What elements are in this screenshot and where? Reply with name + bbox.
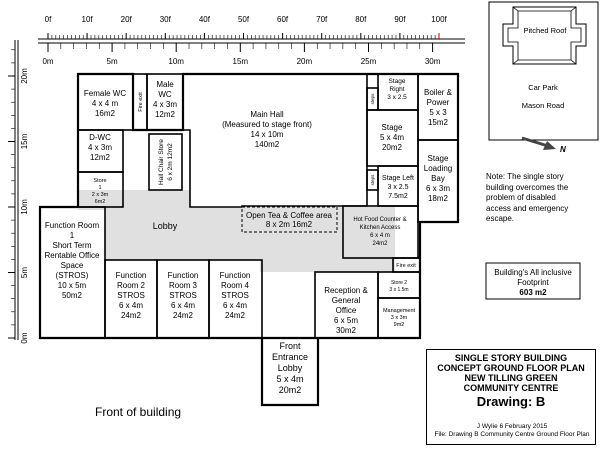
scale-metre-label: 20m (296, 57, 313, 66)
room-label-line: (STROS) (55, 271, 89, 280)
room-label-line: Hot Food Counter & (353, 217, 407, 223)
scale-feet-label: 100f (431, 15, 447, 24)
room-label-line: Reception & (324, 286, 368, 295)
room-label-line: 6 x 4 m (370, 233, 390, 239)
reception-label (324, 286, 368, 335)
scale-vertical-label: 20m (20, 68, 29, 84)
room-label-line: 3 x 1.5m (389, 287, 409, 293)
room-label-line: Female WC (83, 89, 127, 98)
room-label-line: 4 x 3m (87, 143, 113, 152)
scale-feet-label: 80f (355, 15, 367, 24)
room-label-line: Stage (381, 123, 403, 132)
function-3-label (168, 271, 199, 320)
room-label-line: 8 x 2m 16m2 (265, 220, 313, 229)
room-label-line: 6 x 4m (170, 301, 196, 310)
scale-feet-label: 10f (81, 15, 93, 24)
note-line: Note: The single story (486, 172, 564, 181)
note-line: problem of disabled (486, 193, 556, 202)
scale-vertical-label: 15m (20, 133, 29, 150)
room-label-line: 3 x 2.5 (387, 94, 407, 101)
room-label-line: 14 x 10m (250, 130, 284, 139)
room-label-line: 24m2 (224, 311, 246, 320)
scale-metre-label: 5m (106, 57, 118, 66)
file-line: File: Drawing B Community Centre Ground Floor Plan (434, 431, 590, 438)
room-label-line: 30m2 (335, 326, 357, 335)
boiler-label (424, 88, 453, 127)
scale-metre-label: 15m (232, 57, 249, 66)
room-label-line: 24m2 (120, 311, 142, 320)
room-label-line: 12m2 (89, 153, 111, 162)
steps-label: steps (370, 174, 375, 186)
fire-exit-label: Fire exit (396, 263, 416, 269)
room-label-line: General (331, 296, 361, 305)
room-label-line: Stage Left (382, 175, 414, 182)
room-label-line: 3 x 3m (390, 315, 408, 321)
room-label-line: 6 x 3m (425, 184, 451, 193)
d-wc-label (88, 133, 112, 162)
scale-feet-label: 0f (44, 15, 52, 24)
author-line: J Wylie 6 February 2015 (476, 423, 548, 430)
title-line: CONCEPT GROUND FLOOR PLAN (437, 363, 585, 373)
room-label-line: 6 x 4m (222, 301, 248, 310)
stage-right-label (387, 78, 407, 101)
store-2-label (389, 280, 408, 293)
room-label-line: STROS (169, 291, 197, 300)
room-label-line: 16m2 (94, 109, 116, 118)
scale-vertical-label: 0m (20, 332, 29, 344)
room-label-line: Function (115, 271, 147, 280)
room-label-line: Stage (388, 78, 406, 85)
room-label-line: Rentable Office (44, 251, 100, 260)
room-label-line: 24m2 (372, 241, 388, 247)
room-label-line: Function (219, 271, 251, 280)
mason-road-label: Mason Road (521, 101, 565, 110)
scale-feet-label: 70f (316, 15, 328, 24)
note-text (486, 172, 568, 225)
room-label-line: 50m2 (61, 291, 83, 300)
male-wc-label (153, 80, 177, 119)
room-label-line: 6 x 2m 12m2 (167, 143, 174, 181)
room-label-line: 1 (98, 185, 102, 191)
footprint-line: Building's All inclusive (494, 268, 572, 277)
stage-loading-label (424, 154, 452, 203)
room-label-line: Right (389, 86, 405, 93)
room-label-line: 20m2 (278, 385, 302, 395)
scale-metre-label: 25m (360, 57, 377, 66)
room-label-line: Lobby (277, 363, 303, 373)
scale-feet-label: 60f (277, 15, 289, 24)
room-label-line: 9m2 (393, 322, 405, 328)
room-label-line: Function (167, 271, 199, 280)
room-label-line: Loading (423, 164, 453, 173)
room-label-line: 3 x 2.5 (387, 184, 409, 191)
room-label-line: Front (279, 341, 301, 351)
room-label-line: 12m2 (154, 110, 176, 119)
horizontal-scale (38, 15, 465, 66)
title-line: SINGLE STORY BUILDING (454, 353, 568, 363)
note-line: escape. (486, 214, 515, 223)
room-label-line: Function Room (44, 221, 100, 230)
scale-metre-label: 0m (42, 57, 54, 66)
room-label-line: Male (156, 80, 174, 89)
room-label-line: 7.5m2 (388, 193, 408, 200)
front-of-building-label: Front of building (95, 405, 182, 419)
pitched-roof-outline (503, 7, 586, 64)
title-line: COMMUNITY CENTRE (463, 383, 559, 393)
room-label-line: 15m2 (427, 118, 449, 127)
lobby-label: Lobby (152, 221, 178, 231)
room-label-line: 5 x 3 (429, 108, 447, 117)
room-label-line: 4 x 3m (152, 100, 178, 109)
site-plan (489, 2, 598, 140)
stage-left-label (382, 175, 414, 200)
room-label-line: 6m2 (94, 199, 106, 205)
room-label-line: 5 x 4m (379, 133, 405, 142)
fire-exit-label: Fire exit (138, 92, 144, 112)
room-label-line: 6 x 4m (118, 301, 144, 310)
room-label-line: Room 4 (220, 281, 250, 290)
scale-vertical-label: 5m (20, 266, 29, 279)
room-label-line: Stage (427, 154, 449, 163)
room-label-line: Management (382, 308, 416, 314)
stage-label (380, 123, 404, 152)
scale-feet-label: 30f (159, 15, 171, 24)
steps-label: steps (370, 93, 375, 105)
room-label-line: 2 x 3m (91, 192, 109, 198)
room-label-line: D-WC (89, 133, 111, 142)
car-park-label: Car Park (528, 83, 558, 92)
footprint-area: 603 m2 (519, 288, 547, 297)
room-label-line: 5 x 4m (276, 374, 304, 384)
room-label-line: Short Term (52, 241, 92, 250)
scale-feet-label: 50f (237, 15, 250, 24)
room-label-line: Space (60, 261, 84, 270)
scale-vertical-label: 10m (20, 199, 29, 215)
function-2-label (116, 271, 147, 320)
room-label-line: 4 x 4 m (91, 99, 119, 108)
front-entrance-label (272, 341, 308, 395)
footprint-text (486, 268, 580, 298)
room-label-line: 18m2 (427, 194, 449, 203)
room-label-line: Store 2 (390, 280, 408, 286)
note-line: building overcomes the (486, 182, 569, 192)
room-label-line: Main Hall (250, 110, 284, 119)
north-label: N (560, 145, 566, 154)
female-wc-label (84, 89, 126, 118)
room-label-line: 1 (69, 231, 75, 240)
scale-feet-label: 90f (394, 15, 406, 24)
room-label-line: STROS (221, 291, 249, 300)
room-label-line: (Measured to stage front) (222, 120, 312, 129)
room-label-line: Kitchen Access (359, 225, 401, 231)
title-meta (431, 423, 593, 439)
pitched-roof-label: Pitched Roof (523, 26, 567, 35)
title-line: NEW TILLING GREEN (464, 373, 558, 383)
room-label-line: Room 2 (116, 281, 146, 290)
management-label (383, 308, 416, 328)
room-label-line: Store (93, 178, 107, 184)
room-label-line: 10 x 5m (57, 281, 87, 290)
function-1-label (45, 221, 101, 300)
room-label-line: Office (335, 306, 357, 315)
room-label-line: Room 3 (168, 281, 198, 290)
note-line: access and emergency (486, 203, 569, 213)
room-label-line: Power (426, 98, 450, 107)
scale-metre-label: 30m (424, 57, 441, 66)
room-label-line: 140m2 (254, 140, 280, 149)
room-label-line: 24m2 (172, 311, 194, 320)
vertical-scale (8, 40, 29, 344)
main-hall-label (222, 110, 312, 149)
function-4-label (220, 271, 251, 320)
room-label-line: 20m2 (381, 143, 403, 152)
scale-feet-label: 40f (198, 15, 210, 24)
hall-chair-store-label (158, 139, 174, 185)
room-label-line: Bay (431, 174, 445, 183)
room-label-line: WC (158, 90, 172, 99)
room-label-line: Boiler & (423, 88, 453, 97)
room-label-line: Open Tea & Coffee area (246, 211, 332, 220)
drawing-number: Drawing: B (476, 394, 546, 409)
footprint-line: Footprint (517, 278, 549, 287)
title-block-text (431, 353, 591, 431)
scale-feet-label: 20f (120, 15, 132, 24)
room-label-line: 6 x 5m (333, 316, 359, 325)
scale-metre-label: 10m (168, 57, 184, 66)
room-label-line: Entrance (271, 352, 309, 362)
room-label-line: STROS (117, 291, 145, 300)
room-label-line: Hall Chair Store (158, 139, 165, 185)
